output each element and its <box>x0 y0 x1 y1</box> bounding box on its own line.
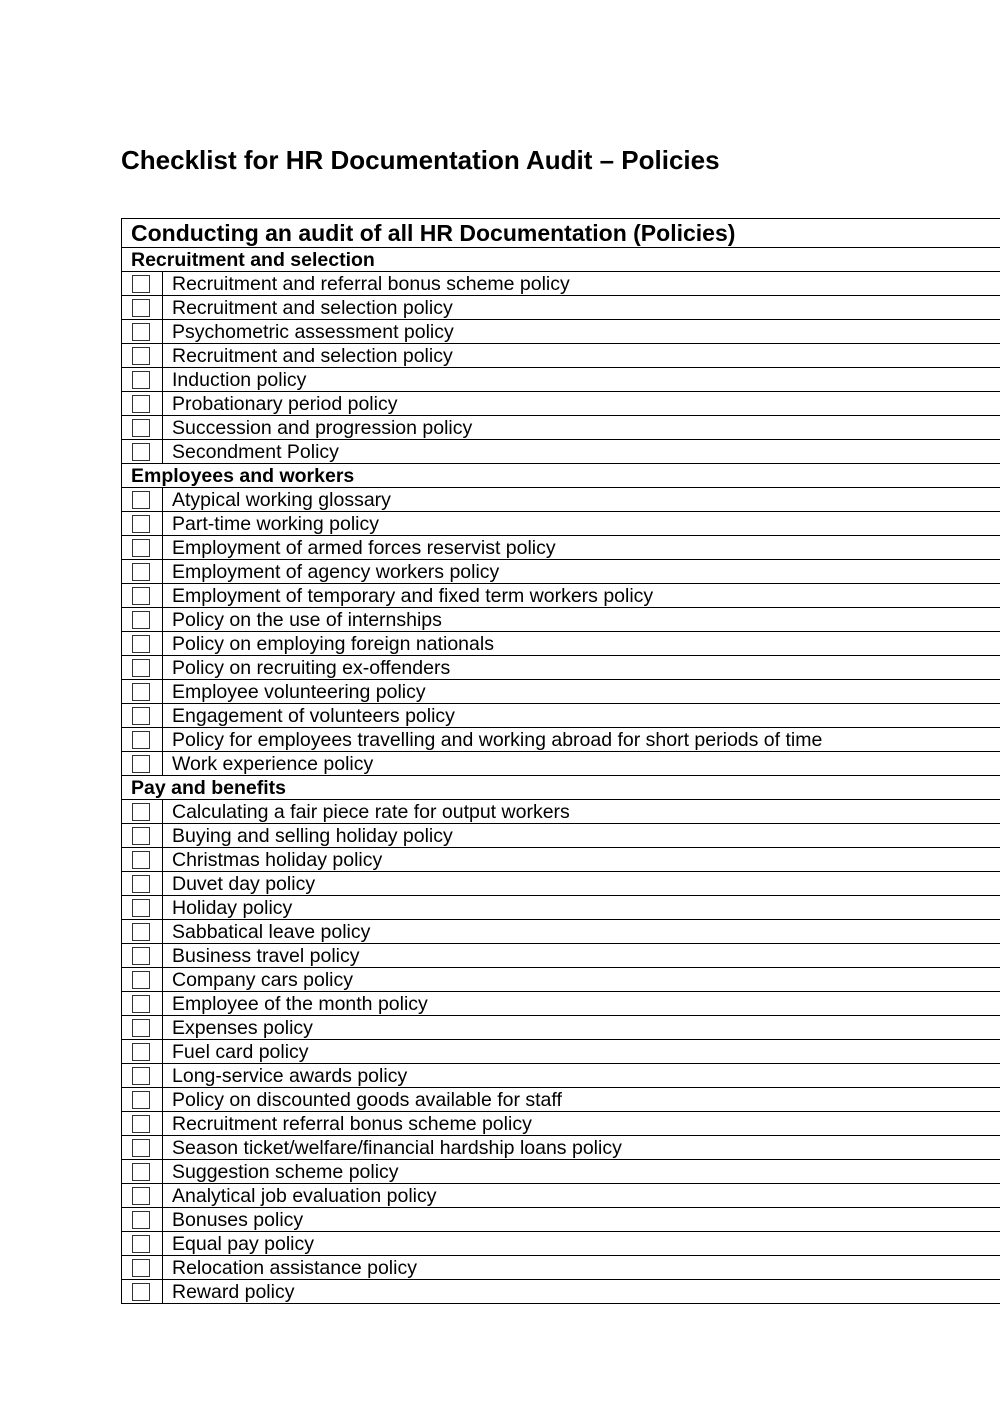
checkbox-cell <box>122 1088 163 1112</box>
checklist-item-label: Employee of the month policy <box>163 992 1000 1016</box>
checkbox[interactable] <box>132 1187 150 1205</box>
checkbox-cell <box>122 272 163 296</box>
checklist-item-label: Sabbatical leave policy <box>163 920 1000 944</box>
checklist-row <box>122 704 1000 728</box>
checkbox[interactable] <box>132 371 150 389</box>
checklist-item-label: Part-time working policy <box>163 512 1000 536</box>
checkbox-cell <box>122 368 163 392</box>
checklist-row <box>122 752 1000 776</box>
checklist-item-label: Employee volunteering policy <box>163 680 1000 704</box>
checklist-item-label: Relocation assistance policy <box>163 1256 1000 1280</box>
checkbox-cell <box>122 1064 163 1088</box>
checkbox[interactable] <box>132 755 150 773</box>
checkbox[interactable] <box>132 851 150 869</box>
checklist-row <box>122 1016 1000 1040</box>
checklist-item-label: Recruitment and referral bonus scheme policy <box>163 272 1000 296</box>
checkbox[interactable] <box>132 1211 150 1229</box>
checkbox-cell <box>122 824 163 848</box>
checkbox-cell <box>122 296 163 320</box>
checklist-item-label: Recruitment and selection policy <box>163 296 1000 320</box>
table-header: Conducting an audit of all HR Documentation (Policies) <box>122 219 1000 248</box>
checkbox-cell <box>122 680 163 704</box>
checkbox-cell <box>122 920 163 944</box>
section-row <box>122 248 1000 272</box>
document-title: Checklist for HR Documentation Audit – Policies <box>121 145 720 175</box>
table-header-row <box>122 219 1000 248</box>
checkbox-cell <box>122 1184 163 1208</box>
checkbox-cell <box>122 848 163 872</box>
checklist-item-label: Season ticket/welfare/financial hardship loans policy <box>163 1136 1000 1160</box>
checklist-row <box>122 896 1000 920</box>
checkbox[interactable] <box>132 515 150 533</box>
checklist-row <box>122 824 1000 848</box>
checklist-item-label: Expenses policy <box>163 1016 1000 1040</box>
checklist-row <box>122 392 1000 416</box>
checkbox[interactable] <box>132 899 150 917</box>
checkbox[interactable] <box>132 1139 150 1157</box>
checklist-row <box>122 368 1000 392</box>
checklist-row <box>122 680 1000 704</box>
checkbox[interactable] <box>132 683 150 701</box>
checklist-item-label: Equal pay policy <box>163 1232 1000 1256</box>
checkbox-cell <box>122 584 163 608</box>
checkbox-cell <box>122 320 163 344</box>
section-row <box>122 776 1000 800</box>
checklist-row <box>122 320 1000 344</box>
checkbox[interactable] <box>132 1235 150 1253</box>
section-heading: Pay and benefits <box>122 776 1000 800</box>
checkbox-cell <box>122 440 163 464</box>
checkbox[interactable] <box>132 1163 150 1181</box>
checklist-row <box>122 1256 1000 1280</box>
checkbox-cell <box>122 392 163 416</box>
checkbox[interactable] <box>132 539 150 557</box>
checklist-item-label: Probationary period policy <box>163 392 1000 416</box>
checklist-row <box>122 968 1000 992</box>
checkbox-cell <box>122 1280 163 1304</box>
checklist-row <box>122 848 1000 872</box>
checkbox-cell <box>122 1016 163 1040</box>
checkbox[interactable] <box>132 707 150 725</box>
checkbox[interactable] <box>132 1091 150 1109</box>
checklist-item-label: Fuel card policy <box>163 1040 1000 1064</box>
checkbox-cell <box>122 1160 163 1184</box>
checklist-item-label: Succession and progression policy <box>163 416 1000 440</box>
checkbox[interactable] <box>132 731 150 749</box>
checkbox[interactable] <box>132 587 150 605</box>
checklist-row <box>122 1280 1000 1304</box>
checklist-item-label: Work experience policy <box>163 752 1000 776</box>
checkbox-cell <box>122 344 163 368</box>
checklist-row <box>122 1160 1000 1184</box>
checklist-row <box>122 656 1000 680</box>
checklist-row <box>122 632 1000 656</box>
checklist-row <box>122 560 1000 584</box>
checklist-item-label: Employment of agency workers policy <box>163 560 1000 584</box>
checklist-item-label: Policy on recruiting ex-offenders <box>163 656 1000 680</box>
checkbox[interactable] <box>132 995 150 1013</box>
checklist-item-label: Engagement of volunteers policy <box>163 704 1000 728</box>
checkbox[interactable] <box>132 443 150 461</box>
checklist-item-label: Atypical working glossary <box>163 488 1000 512</box>
checklist-item-label: Business travel policy <box>163 944 1000 968</box>
checkbox-cell <box>122 752 163 776</box>
checklist-item-label: Policy on the use of internships <box>163 608 1000 632</box>
checklist-row <box>122 1208 1000 1232</box>
checkbox-cell <box>122 728 163 752</box>
checkbox-cell <box>122 608 163 632</box>
checkbox[interactable] <box>132 659 150 677</box>
checkbox[interactable] <box>132 347 150 365</box>
checkbox[interactable] <box>132 563 150 581</box>
checklist-row <box>122 512 1000 536</box>
checkbox-cell <box>122 1040 163 1064</box>
checklist-item-label: Induction policy <box>163 368 1000 392</box>
checkbox[interactable] <box>132 395 150 413</box>
checklist-item-label: Policy for employees travelling and working abroad for short periods of time <box>163 728 1000 752</box>
checklist-row <box>122 992 1000 1016</box>
checkbox-cell <box>122 896 163 920</box>
checklist-item-label: Recruitment and selection policy <box>163 344 1000 368</box>
checkbox-cell <box>122 536 163 560</box>
checklist-item-label: Calculating a fair piece rate for output workers <box>163 800 1000 824</box>
checklist-item-label: Company cars policy <box>163 968 1000 992</box>
section-heading: Recruitment and selection <box>122 248 1000 272</box>
checkbox-cell <box>122 968 163 992</box>
checkbox[interactable] <box>132 323 150 341</box>
checkbox[interactable] <box>132 1283 150 1301</box>
checkbox-cell <box>122 872 163 896</box>
checklist-item-label: Secondment Policy <box>163 440 1000 464</box>
checklist-item-label: Policy on discounted goods available for staff <box>163 1088 1000 1112</box>
checklist-row <box>122 440 1000 464</box>
checkbox[interactable] <box>132 1043 150 1061</box>
checkbox[interactable] <box>132 491 150 509</box>
checkbox[interactable] <box>132 611 150 629</box>
checkbox[interactable] <box>132 299 150 317</box>
checklist-row <box>122 1184 1000 1208</box>
checkbox[interactable] <box>132 419 150 437</box>
checklist-item-label: Holiday policy <box>163 896 1000 920</box>
checklist-row <box>122 1064 1000 1088</box>
checkbox[interactable] <box>132 1115 150 1133</box>
checklist-row <box>122 920 1000 944</box>
checklist-row <box>122 1040 1000 1064</box>
checkbox[interactable] <box>132 875 150 893</box>
checkbox-cell <box>122 656 163 680</box>
checkbox-cell <box>122 1136 163 1160</box>
checkbox-cell <box>122 1208 163 1232</box>
checkbox[interactable] <box>132 1259 150 1277</box>
checklist-row <box>122 344 1000 368</box>
checklist-row <box>122 488 1000 512</box>
checklist-item-label: Recruitment referral bonus scheme policy <box>163 1112 1000 1136</box>
checkbox-cell <box>122 512 163 536</box>
checkbox[interactable] <box>132 827 150 845</box>
checkbox[interactable] <box>132 1019 150 1037</box>
checkbox[interactable] <box>132 635 150 653</box>
checkbox-cell <box>122 1232 163 1256</box>
checklist-item-label: Policy on employing foreign nationals <box>163 632 1000 656</box>
checkbox[interactable] <box>132 971 150 989</box>
checklist-row <box>122 728 1000 752</box>
checklist-item-label: Long-service awards policy <box>163 1064 1000 1088</box>
checkbox-cell <box>122 800 163 824</box>
checklist-row <box>122 800 1000 824</box>
checklist-item-label: Reward policy <box>163 1280 1000 1304</box>
checklist-item-label: Duvet day policy <box>163 872 1000 896</box>
checklist-row <box>122 416 1000 440</box>
checkbox-cell <box>122 560 163 584</box>
checklist-item-label: Employment of temporary and fixed term workers policy <box>163 584 1000 608</box>
checklist-item-label: Christmas holiday policy <box>163 848 1000 872</box>
checklist-row <box>122 608 1000 632</box>
checklist-item-label: Employment of armed forces reservist policy <box>163 536 1000 560</box>
checklist-row <box>122 1112 1000 1136</box>
checkbox-cell <box>122 944 163 968</box>
checklist-row <box>122 536 1000 560</box>
checkbox[interactable] <box>132 1067 150 1085</box>
checkbox-cell <box>122 704 163 728</box>
checklist-table <box>121 218 1000 1304</box>
checkbox[interactable] <box>132 803 150 821</box>
checklist-row <box>122 272 1000 296</box>
checklist-row <box>122 296 1000 320</box>
checkbox[interactable] <box>132 947 150 965</box>
checklist-item-label: Psychometric assessment policy <box>163 320 1000 344</box>
checklist-row <box>122 1232 1000 1256</box>
checklist-row <box>122 944 1000 968</box>
checklist-row <box>122 1136 1000 1160</box>
checklist-item-label: Analytical job evaluation policy <box>163 1184 1000 1208</box>
checklist-row <box>122 1088 1000 1112</box>
checklist-row <box>122 584 1000 608</box>
checkbox[interactable] <box>132 923 150 941</box>
checkbox-cell <box>122 1256 163 1280</box>
checkbox-cell <box>122 416 163 440</box>
checkbox-cell <box>122 992 163 1016</box>
checklist-item-label: Bonuses policy <box>163 1208 1000 1232</box>
section-row <box>122 464 1000 488</box>
checklist-item-label: Buying and selling holiday policy <box>163 824 1000 848</box>
checklist-row <box>122 872 1000 896</box>
checkbox-cell <box>122 1112 163 1136</box>
section-heading: Employees and workers <box>122 464 1000 488</box>
checklist-item-label: Suggestion scheme policy <box>163 1160 1000 1184</box>
checkbox-cell <box>122 488 163 512</box>
checkbox[interactable] <box>132 275 150 293</box>
checkbox-cell <box>122 632 163 656</box>
